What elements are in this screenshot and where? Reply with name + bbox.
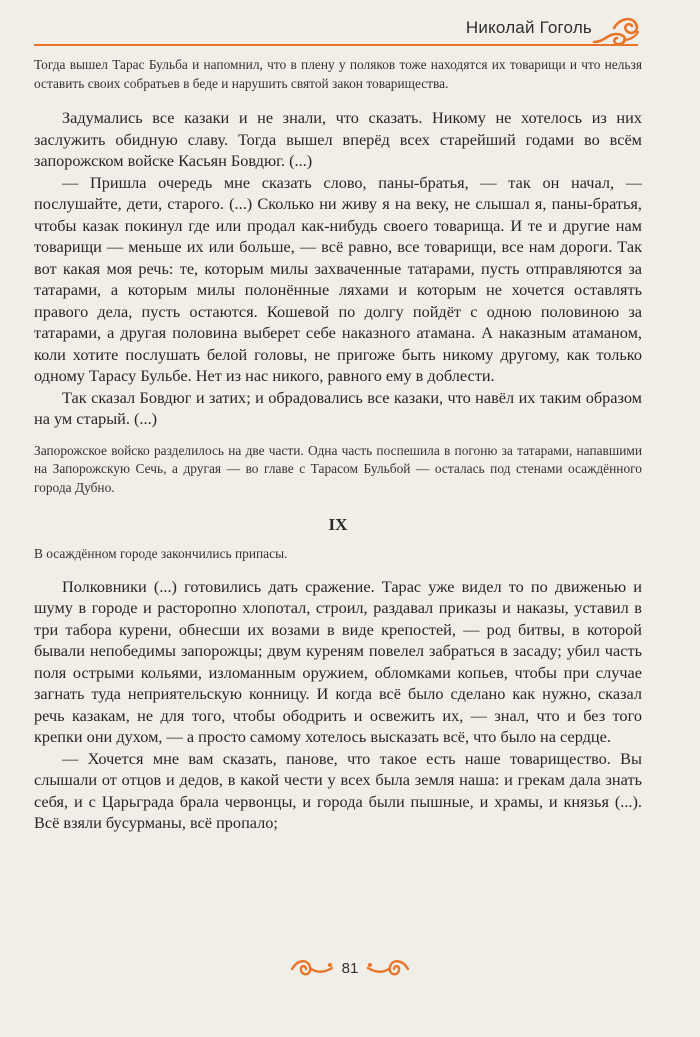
- chapter-paragraph-2: — Хочется мне вам сказать, панове, что такое есть наше товарищество. Вы слышали от отцов и дедов, в какой чести у всех была земля наша: и грекам дала знать себя, и с Царьграда брала червонцы, и города были пышные, и храмы, и князья (...). Всё взяли бусурманы, всё пропало;: [34, 748, 642, 832]
- running-header-author: Николай Гоголь: [465, 18, 592, 37]
- chapter-heading: IX: [328, 515, 348, 534]
- footer-right-swirl-icon: [366, 957, 410, 979]
- chapter-paragraph-1: Полковники (...) готовились дать сражение. Тарас уже видел то по движенью и шуму в городе и расторопно хлопотал, строил, раздавал приказы и наказы, уставил в три табора курени, обнесши их возами в виде крепостей, — род битвы, в которой бывали непобедимы запорожцы; двум куреням повелел забраться в засаду; убил часть поля острыми кольями, изломанным оружием, обломками копьев, чтобы при случае загнать туда неприятельскую конницу. И когда всё было сделано как нужно, сказал речь казакам, не для того, чтобы ободрить и освежить их, — знал, что и без того крепки они духом, — а просто самому хотелось высказать всё, что было на сердце.: [34, 576, 642, 746]
- chapter-intro: В осаждённом городе закончились припасы.: [34, 546, 288, 561]
- body-paragraph-1: Задумались все казаки и не знали, что сказать. Никому не хотелось из них заслужить обидную славу. Тогда вышел вперёд всех старейший годами во всём запорожском войске Касьян Бовдюг. (...): [34, 108, 642, 170]
- body-paragraph-3: Так сказал Бовдюг и затих; и обрадовались все казаки, что навёл их таким образом на ум старый. (...): [34, 387, 642, 428]
- header-swirl-ornament-icon: [590, 12, 642, 46]
- footer-left-swirl-icon: [290, 957, 334, 979]
- page-content: [34, 56, 642, 834]
- page-footer: [0, 954, 700, 982]
- body-paragraph-2: — Пришла очередь мне сказать слово, паны-братья, — так он начал, — послушайте, дети, старого. (...) Сколько ни живу я на веку, не слышал я, паны-братья, чтобы казак покинул где или продал как-нибудь своего товарища. И те и другие нам товарищи — меньше их или больше, — всё равно, все товарищи, все нам дороги. Так вот какая моя речь: те, которым милы захваченные татарами, пусть отправляются за татарами, а которым милы полонённые ляхами и которым не хочется оставлять правого дела, пусть остаются. Кошевой по долгу пойдёт с одною половиною за татарами, а другая половина выберет себе наказного атамана. А наказным атаманом, коли хотите послушать белой головы, не пригоже быть никому другому, как только одному Тарасу Бульбе. Нет из нас никого, равного ему в доблести.: [34, 172, 642, 385]
- header-rule: [34, 44, 638, 46]
- summary-paragraph-1: Тогда вышел Тарас Бульба и напомнил, что в плену у поляков тоже находятся их товарищи и что нельзя оставить своих собратьев в беде и нарушить святой закон товарищества.: [34, 57, 642, 91]
- summary-paragraph-2: Запорожское войско разделилось на две части. Одна часть поспешила в погоню за татарами, напавшими на Запорожскую Сечь, а другая — во главе с Тарасом Бульбой — осталась под стенами осаждённого города Дубно.: [34, 442, 642, 495]
- page-number: 81: [341, 959, 359, 977]
